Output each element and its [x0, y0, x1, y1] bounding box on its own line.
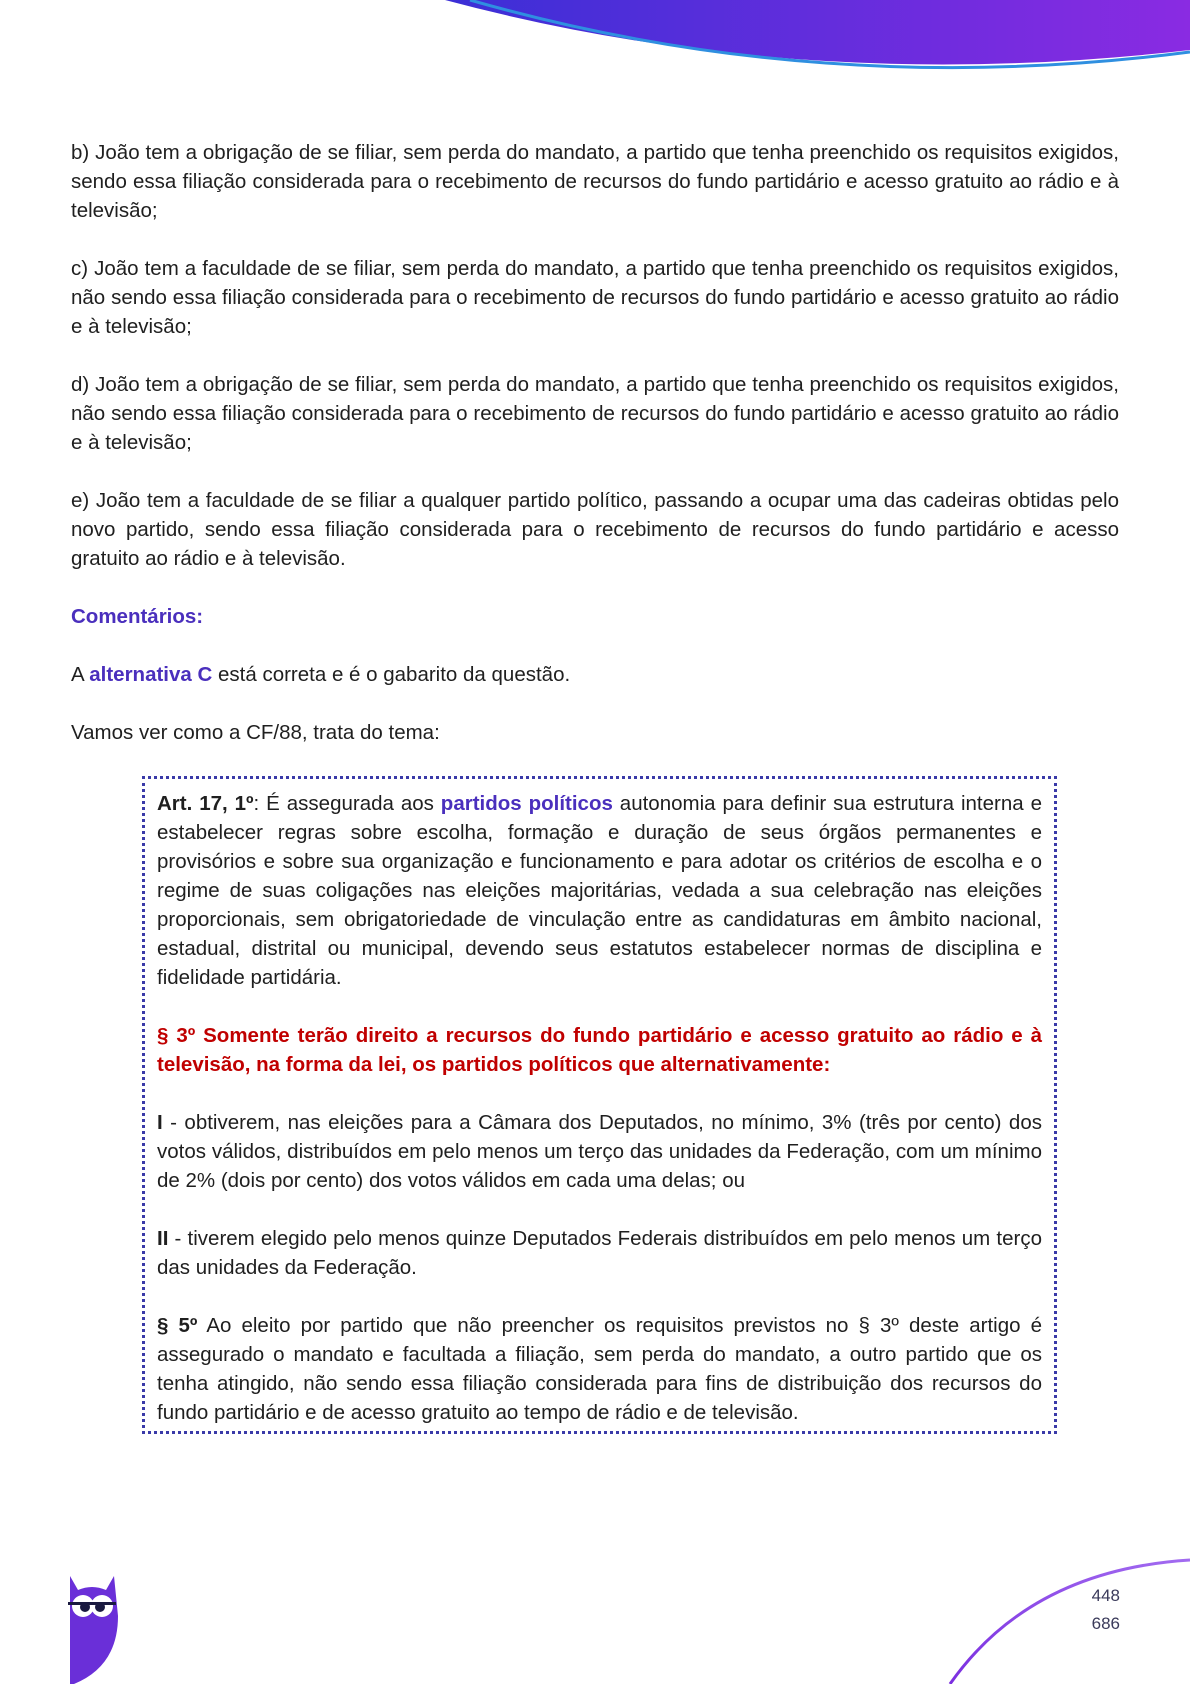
answer-suffix: está correta e é o gabarito da questão.: [212, 663, 571, 686]
answer-statement: [71, 660, 1119, 689]
page-total: 686: [1091, 1614, 1120, 1633]
option-d: d) João tem a obrigação de se filiar, sem perda do mandato, a partido que tenha preenchido os requisitos exigidos, não sendo essa filiação considerada para o recebimento de recursos do fundo partidário e acesso gratuito ao rádio e à televisão;: [71, 373, 1119, 454]
inciso-2-label: II: [157, 1227, 169, 1250]
inciso-1-text: - obtiverem, nas eleições para a Câmara dos Deputados, no mínimo, 3% (três por cento) dos votos válidos, distribuídos em pelo menos um terço das unidades da Federação, com um mínimo de 2% (dois por cento) dos votos válidos em cada uma delas; ou: [157, 1111, 1042, 1192]
page-content: [71, 138, 1119, 1434]
inciso-1-label: I: [157, 1111, 163, 1134]
inciso-2: [157, 1224, 1042, 1282]
art-highlight: partidos políticos: [440, 792, 613, 815]
answer-prefix: A: [71, 663, 90, 686]
art-colon: : É assegurada aos: [253, 792, 441, 815]
option-c: c) João tem a faculdade de se filiar, sem perda do mandato, a partido que tenha preenchido os requisitos exigidos, não sendo essa filiação considerada para o recebimento de recursos do fundo partidário e acesso gratuito ao rádio e à televisão;: [71, 257, 1119, 338]
intro-text: Vamos ver como a CF/88, trata do tema:: [71, 721, 440, 744]
inciso-2-text: - tiverem elegido pelo menos quinze Deputados Federais distribuídos em pelo menos um terço das unidades da Federação.: [157, 1227, 1042, 1279]
art-label: Art. 17, 1º: [157, 792, 254, 815]
answer-highlight: alternativa C: [89, 663, 213, 686]
paragraph-5-label: § 5º: [157, 1314, 198, 1337]
option-b: b) João tem a obrigação de se filiar, sem perda do mandato, a partido que tenha preenchido os requisitos exigidos, sendo essa filiação considerada para o recebimento de recursos do fundo partidário e acesso gratuito ao rádio e à televisão;: [71, 141, 1119, 222]
art-17-paragraph: [157, 789, 1042, 992]
page-number: [1092, 1582, 1120, 1638]
comments-heading: Comentários:: [71, 605, 204, 628]
inciso-1: [157, 1108, 1042, 1195]
art-text: autonomia para definir sua estrutura interna e estabelecer regras sobre escolha, formação e duração de seus órgãos permanentes e provisórios e sobre sua organização e funcionamento e para adotar os critérios de escolha e o regime de suas coligações nas eleições majoritárias, vedada a sua celebração nas eleições proporcionais, sem obrigatoriedade de vinculação entre as candidaturas em âmbito nacional, estadual, distrital ou municipal, devendo seus estatutos estabelecer normas de disciplina e fidelidade partidária.: [157, 792, 1042, 989]
paragraph-5-text: Ao eleito por partido que não preencher os requisitos previstos no § 3º deste artigo é assegurado o mandato e facultada a filiação, sem perda do mandato, a outro partido que os tenha atingido, não sendo essa filiação considerada para fins de distribuição dos recursos do fundo partidário e de acesso gratuito ao tempo de rádio e de televisão.: [157, 1314, 1042, 1424]
page-current: 448: [1091, 1586, 1120, 1605]
owl-logo-icon: [64, 1576, 120, 1684]
option-e: e) João tem a faculdade de se filiar a qualquer partido político, passando a ocupar uma das cadeiras obtidas pelo novo partido, sendo essa filiação considerada para o recebimento de recursos do fundo partidário e acesso gratuito ao rádio e à televisão.: [71, 489, 1119, 570]
paragraph-3: § 3º Somente terão direito a recursos do fundo partidário e acesso gratuito ao rádio e à televisão, na forma da lei, os partidos políticos que alternativamente:: [157, 1024, 1042, 1076]
law-quote-box: [142, 776, 1057, 1434]
paragraph-5: [157, 1311, 1042, 1427]
header-wave-decoration: [0, 0, 1190, 110]
